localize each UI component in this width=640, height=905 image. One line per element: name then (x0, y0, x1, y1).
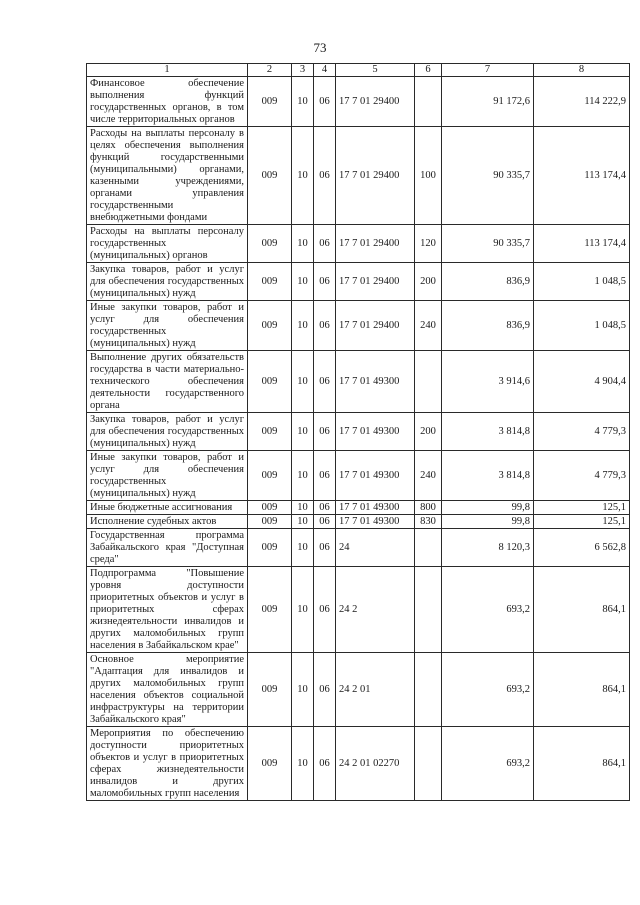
target-article-cell: 17 7 01 49300 (336, 515, 415, 529)
section-code-cell: 10 (292, 567, 314, 653)
expense-type-cell (415, 653, 442, 727)
amount-year1-cell: 91 172,6 (442, 77, 534, 127)
table-row (87, 567, 630, 653)
ministry-code-cell: 009 (248, 501, 292, 515)
target-article-cell: 17 7 01 29400 (336, 301, 415, 351)
subsection-code-cell: 06 (314, 225, 336, 263)
amount-year1-cell: 90 335,7 (442, 225, 534, 263)
row-name-cell: Иные бюджетные ассигнования (87, 501, 248, 515)
subsection-code-cell: 06 (314, 301, 336, 351)
subsection-code-cell: 06 (314, 529, 336, 567)
expense-type-cell: 200 (415, 413, 442, 451)
section-code-cell: 10 (292, 501, 314, 515)
amount-year1-cell: 90 335,7 (442, 127, 534, 225)
expense-type-cell (415, 567, 442, 653)
expense-type-cell: 240 (415, 301, 442, 351)
row-name-cell: Государственная программа Забайкальского края "Доступная среда" (87, 529, 248, 567)
expense-type-cell: 120 (415, 225, 442, 263)
amount-year2-cell: 113 174,4 (534, 127, 630, 225)
ministry-code-cell: 009 (248, 351, 292, 413)
ministry-code-cell: 009 (248, 529, 292, 567)
header-cell: 5 (336, 64, 415, 77)
amount-year2-cell: 113 174,4 (534, 225, 630, 263)
ministry-code-cell: 009 (248, 301, 292, 351)
section-code-cell: 10 (292, 225, 314, 263)
subsection-code-cell: 06 (314, 451, 336, 501)
expense-type-cell (415, 77, 442, 127)
row-name-cell: Основное мероприятие "Адаптация для инвалидов и других маломобильных групп населения объектов социальной инфраструктуры на территории Забайкальского края" (87, 653, 248, 727)
subsection-code-cell: 06 (314, 727, 336, 801)
amount-year1-cell: 99,8 (442, 501, 534, 515)
subsection-code-cell: 06 (314, 351, 336, 413)
expense-type-cell: 800 (415, 501, 442, 515)
table-row (87, 351, 630, 413)
target-article-cell: 24 2 (336, 567, 415, 653)
ministry-code-cell: 009 (248, 727, 292, 801)
section-code-cell: 10 (292, 529, 314, 567)
header-cell: 4 (314, 64, 336, 77)
header-cell: 6 (415, 64, 442, 77)
amount-year1-cell: 3 914,6 (442, 351, 534, 413)
expense-type-cell: 200 (415, 263, 442, 301)
row-name-cell: Подпрограмма "Повышение уровня доступности приоритетных объектов и услуг в приоритетных сферах жизнедеятельности инвалидов и других маломобильных групп населения в Забайкальском крае" (87, 567, 248, 653)
table-row (87, 77, 630, 127)
target-article-cell: 17 7 01 29400 (336, 263, 415, 301)
section-code-cell: 10 (292, 727, 314, 801)
target-article-cell: 17 7 01 49300 (336, 451, 415, 501)
target-article-cell: 24 (336, 529, 415, 567)
target-article-cell: 24 2 01 (336, 653, 415, 727)
row-name-cell: Финансовое обеспечение выполнения функций государственных органов, в том числе территориальных органов (87, 77, 248, 127)
row-name-cell: Расходы на выплаты персоналу в целях обеспечения выполнения функций государственными (муниципальными) органами, казенными учреждениями, органами управления государственными внебюджетными фондами (87, 127, 248, 225)
target-article-cell: 17 7 01 49300 (336, 351, 415, 413)
ministry-code-cell: 009 (248, 567, 292, 653)
section-code-cell: 10 (292, 127, 314, 225)
section-code-cell: 10 (292, 653, 314, 727)
header-cell: 1 (87, 64, 248, 77)
amount-year1-cell: 836,9 (442, 263, 534, 301)
ministry-code-cell: 009 (248, 653, 292, 727)
expense-type-cell (415, 351, 442, 413)
row-name-cell: Расходы на выплаты персоналу государственных (муниципальных) органов (87, 225, 248, 263)
subsection-code-cell: 06 (314, 263, 336, 301)
ministry-code-cell: 009 (248, 263, 292, 301)
amount-year1-cell: 693,2 (442, 567, 534, 653)
amount-year1-cell: 693,2 (442, 727, 534, 801)
amount-year2-cell: 125,1 (534, 501, 630, 515)
section-code-cell: 10 (292, 515, 314, 529)
target-article-cell: 17 7 01 49300 (336, 413, 415, 451)
expense-type-cell (415, 727, 442, 801)
table-row (87, 301, 630, 351)
header-cell: 2 (248, 64, 292, 77)
subsection-code-cell: 06 (314, 567, 336, 653)
table-row (87, 501, 630, 515)
budget-table (86, 63, 630, 801)
table-header-row (87, 64, 630, 77)
amount-year2-cell: 6 562,8 (534, 529, 630, 567)
row-name-cell: Закупка товаров, работ и услуг для обеспечения государственных (муниципальных) нужд (87, 263, 248, 301)
header-cell: 8 (534, 64, 630, 77)
target-article-cell: 17 7 01 29400 (336, 127, 415, 225)
amount-year2-cell: 864,1 (534, 727, 630, 801)
ministry-code-cell: 009 (248, 451, 292, 501)
header-cell: 3 (292, 64, 314, 77)
row-name-cell: Исполнение судебных актов (87, 515, 248, 529)
row-name-cell: Мероприятия по обеспечению доступности приоритетных объектов и услуг в приоритетных сферах жизнедеятельности инвалидов и других маломобильных групп населения (87, 727, 248, 801)
section-code-cell: 10 (292, 263, 314, 301)
subsection-code-cell: 06 (314, 77, 336, 127)
table-row (87, 653, 630, 727)
amount-year1-cell: 693,2 (442, 653, 534, 727)
section-code-cell: 10 (292, 301, 314, 351)
amount-year1-cell: 99,8 (442, 515, 534, 529)
table-row (87, 127, 630, 225)
header-cell: 7 (442, 64, 534, 77)
table-row (87, 413, 630, 451)
table-row (87, 515, 630, 529)
target-article-cell: 17 7 01 29400 (336, 225, 415, 263)
table-row (87, 263, 630, 301)
amount-year1-cell: 836,9 (442, 301, 534, 351)
row-name-cell: Иные закупки товаров, работ и услуг для обеспечения государственных (муниципальных) нужд (87, 301, 248, 351)
table-row (87, 529, 630, 567)
amount-year2-cell: 1 048,5 (534, 263, 630, 301)
row-name-cell: Закупка товаров, работ и услуг для обеспечения государственных (муниципальных) нужд (87, 413, 248, 451)
amount-year2-cell: 864,1 (534, 653, 630, 727)
amount-year2-cell: 4 904,4 (534, 351, 630, 413)
section-code-cell: 10 (292, 351, 314, 413)
amount-year2-cell: 1 048,5 (534, 301, 630, 351)
ministry-code-cell: 009 (248, 515, 292, 529)
section-code-cell: 10 (292, 413, 314, 451)
row-name-cell: Иные закупки товаров, работ и услуг для обеспечения государственных (муниципальных) нужд (87, 451, 248, 501)
section-code-cell: 10 (292, 77, 314, 127)
table-row (87, 727, 630, 801)
subsection-code-cell: 06 (314, 413, 336, 451)
expense-type-cell (415, 529, 442, 567)
amount-year2-cell: 125,1 (534, 515, 630, 529)
subsection-code-cell: 06 (314, 653, 336, 727)
ministry-code-cell: 009 (248, 127, 292, 225)
row-name-cell: Выполнение других обязательств государства в части материально-технического обеспечения деятельности государственного органа (87, 351, 248, 413)
amount-year2-cell: 114 222,9 (534, 77, 630, 127)
target-article-cell: 17 7 01 29400 (336, 77, 415, 127)
amount-year2-cell: 4 779,3 (534, 413, 630, 451)
subsection-code-cell: 06 (314, 515, 336, 529)
amount-year1-cell: 8 120,3 (442, 529, 534, 567)
section-code-cell: 10 (292, 451, 314, 501)
ministry-code-cell: 009 (248, 77, 292, 127)
expense-type-cell: 100 (415, 127, 442, 225)
amount-year1-cell: 3 814,8 (442, 413, 534, 451)
subsection-code-cell: 06 (314, 501, 336, 515)
ministry-code-cell: 009 (248, 225, 292, 263)
page-number: 73 (313, 40, 327, 55)
amount-year2-cell: 864,1 (534, 567, 630, 653)
table-row (87, 225, 630, 263)
target-article-cell: 24 2 01 02270 (336, 727, 415, 801)
target-article-cell: 17 7 01 49300 (336, 501, 415, 515)
amount-year2-cell: 4 779,3 (534, 451, 630, 501)
amount-year1-cell: 3 814,8 (442, 451, 534, 501)
subsection-code-cell: 06 (314, 127, 336, 225)
ministry-code-cell: 009 (248, 413, 292, 451)
expense-type-cell: 830 (415, 515, 442, 529)
expense-type-cell: 240 (415, 451, 442, 501)
table-row (87, 451, 630, 501)
